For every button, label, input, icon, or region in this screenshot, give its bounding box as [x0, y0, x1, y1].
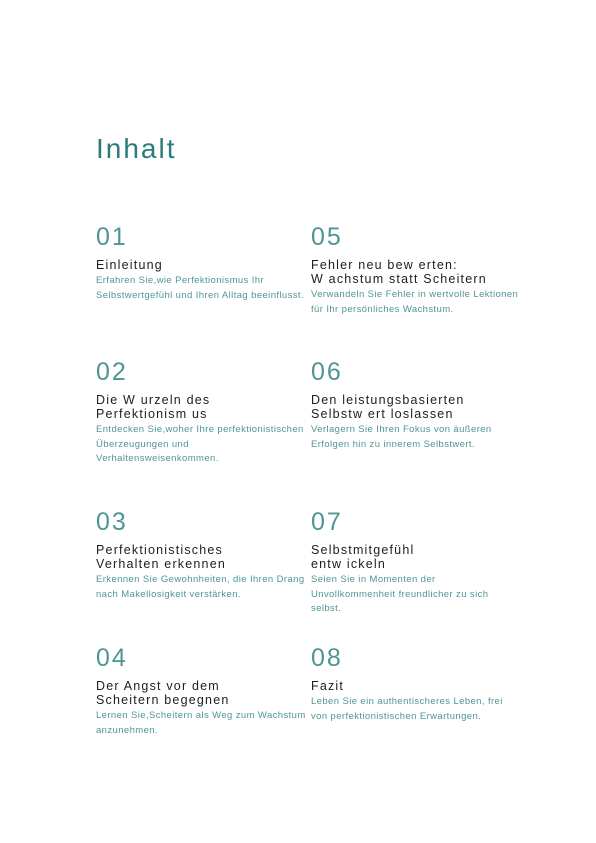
toc-entry-08[interactable] — [311, 645, 521, 724]
entry-number: 05 — [311, 223, 343, 251]
entry-title: Der Angst vor dem Scheitern begegnen — [96, 679, 230, 707]
toc-entry-07[interactable] — [311, 509, 521, 617]
entry-number: 01 — [96, 223, 128, 251]
toc-entry-03[interactable] — [96, 509, 311, 602]
entry-number: 07 — [311, 508, 343, 536]
toc-entry-02[interactable] — [96, 359, 311, 467]
toc-entry-01[interactable] — [96, 224, 311, 303]
entry-number: 03 — [96, 508, 128, 536]
entry-title: Einleitung — [96, 258, 163, 272]
entry-title: Perfektionistisches Verhalten erkennen — [96, 543, 227, 571]
entry-title: Fazit — [311, 679, 345, 693]
entry-description: Verlagern Sie Ihren Fokus von äußeren Erfolgen hin zu innerem Selbstwert. — [311, 424, 492, 450]
entry-description: Lernen Sie,Scheitern als Weg zum Wachstum anzunehmen. — [96, 710, 306, 736]
entry-description: Verwandeln Sie Fehler in wertvolle Lektionen für Ihr persönliches Wachstum. — [311, 289, 519, 315]
entry-description: Entdecken Sie,woher Ihre perfektionistischen Überzeugungen und Verhaltensweisenkommen. — [96, 424, 304, 464]
entry-title: Fehler neu bew erten: W achstum statt Scheitern — [311, 258, 487, 286]
entry-title: Den leistungsbasierten Selbstw ert loslassen — [311, 393, 465, 421]
entry-title: Selbstmitgefühl entw ickeln — [311, 543, 415, 571]
toc-entry-04[interactable] — [96, 645, 311, 738]
entry-number: 06 — [311, 358, 343, 386]
entry-number: 02 — [96, 358, 128, 386]
toc-entry-05[interactable] — [311, 224, 521, 317]
entry-number: 08 — [311, 644, 343, 672]
entry-title: Die W urzeln des Perfektionism us — [96, 393, 211, 421]
entry-description: Erfahren Sie,wie Perfektionismus Ihr Selbstwertgefühl und Ihren Alltag beeinflusst. — [96, 275, 304, 301]
entry-description: Seien Sie in Momenten der Unvollkommenheit freundlicher zu sich selbst. — [311, 574, 489, 614]
entry-description: Erkennen Sie Gewohnheiten, die Ihren Drang nach Makellosigkeit verstärken. — [96, 574, 305, 600]
page-title: Inhalt — [96, 133, 177, 164]
toc-entry-06[interactable] — [311, 359, 521, 452]
entry-number: 04 — [96, 644, 128, 672]
entry-description: Leben Sie ein authentischeres Leben, frei von perfektionistischen Erwartungen. — [311, 696, 503, 722]
